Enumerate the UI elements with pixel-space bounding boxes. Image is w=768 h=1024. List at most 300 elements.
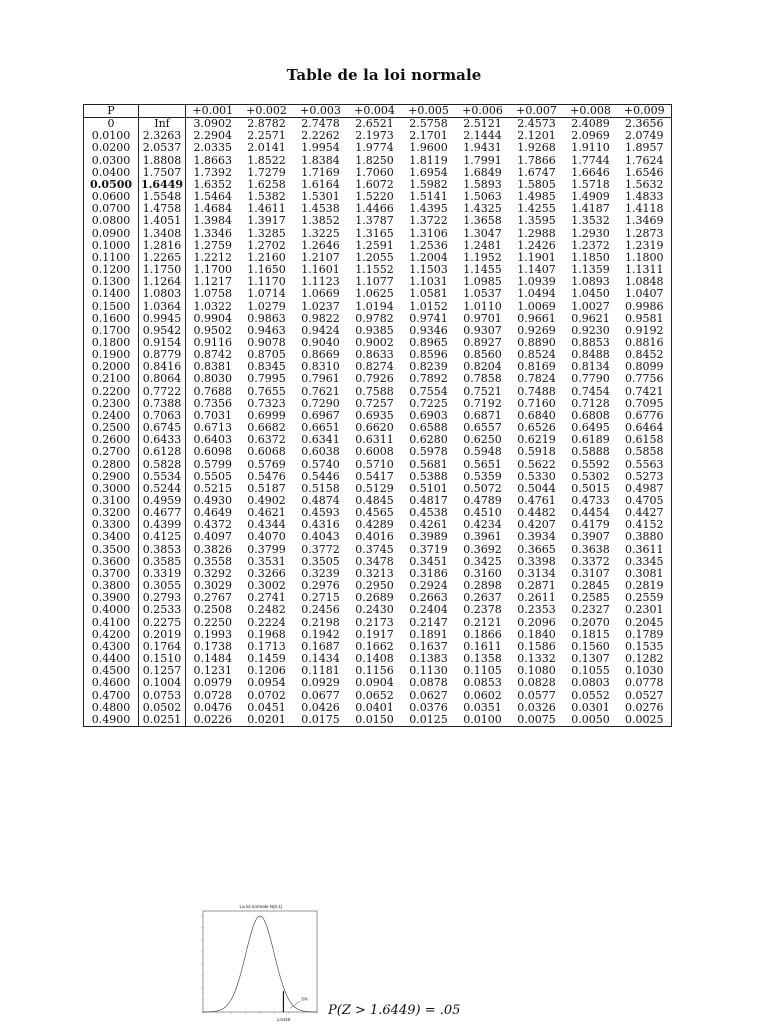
quantile-cell: 1.0848 bbox=[625, 275, 664, 289]
figure-frame bbox=[203, 911, 317, 1012]
quantile-cell: 1.4187 bbox=[571, 202, 610, 216]
quantile-cell: 0.8239 bbox=[409, 360, 448, 374]
quantile-cell: 0.3611 bbox=[625, 542, 664, 556]
quantile-cell: 0.9822 bbox=[301, 311, 340, 325]
quantile-cell: 0.3319 bbox=[139, 568, 186, 580]
quantile-cell: 0.1307 bbox=[571, 652, 610, 666]
quantile-cell: 0.0502 bbox=[139, 702, 186, 714]
quantile-cell: 0.4372 bbox=[193, 518, 232, 532]
quantile-cell: 1.6352 bbox=[193, 177, 232, 191]
quantile-cell: 1.5382 bbox=[247, 190, 286, 204]
quantile-cell: 1.7060 bbox=[355, 165, 394, 179]
quantile-cell: 0.0326 bbox=[517, 700, 556, 714]
quantile-cell: 1.1503 bbox=[409, 263, 448, 277]
quantile-cell: 0.5592 bbox=[571, 457, 610, 471]
quantile-cell: 0.2663 bbox=[409, 591, 448, 605]
quantile-cell: 0.6008 bbox=[355, 445, 394, 459]
row-p-value: 0.1800 bbox=[84, 337, 139, 349]
quantile-cell: 1.6258 bbox=[247, 177, 286, 191]
quantile-cell: 0.4070 bbox=[247, 530, 286, 544]
quantile-cell: 0.9154 bbox=[139, 337, 186, 349]
quantile-cell: 1.6747 bbox=[517, 165, 556, 179]
quantile-cell: 0.3029 bbox=[193, 579, 232, 593]
quantile-cell: 0.7454 bbox=[571, 384, 610, 398]
quantile-cell: 1.4833 bbox=[625, 190, 664, 204]
row-p-value: 0.0300 bbox=[84, 155, 139, 167]
row-p-value: 0.3600 bbox=[84, 556, 139, 568]
quantile-cell: 0.0050 bbox=[571, 712, 610, 726]
normal-density-figure bbox=[195, 900, 327, 1022]
quantile-cell: 0.4565 bbox=[355, 506, 394, 520]
quantile-cell: 0.4845 bbox=[355, 494, 394, 507]
quantile-cell: 0.5044 bbox=[517, 481, 556, 495]
quantile-cell: 0.8452 bbox=[625, 348, 664, 362]
quantile-cell: 1.4325 bbox=[463, 202, 502, 216]
quantile-cell: 1.9954 bbox=[301, 141, 340, 155]
quantile-cell: 0.6219 bbox=[517, 433, 556, 447]
quantile-cell: 0.1257 bbox=[139, 665, 186, 677]
quantile-cell: 0.6999 bbox=[247, 408, 286, 422]
quantile-cell: 1.0450 bbox=[571, 287, 610, 301]
quantile-cell: 1.5141 bbox=[409, 190, 448, 204]
quantile-cell: 0.7128 bbox=[571, 396, 610, 410]
quantile-cell: 0.8779 bbox=[139, 349, 186, 361]
quantile-cell: 0.2689 bbox=[355, 591, 394, 605]
quantile-cell: 0.9078 bbox=[247, 335, 286, 349]
quantile-cell: 0.9269 bbox=[517, 323, 556, 337]
quantile-cell: 0.2508 bbox=[193, 603, 232, 617]
quantile-cell: 1.2481 bbox=[463, 238, 502, 252]
quantile-cell: 0.9040 bbox=[301, 335, 340, 349]
quantile-cell: 0.0878 bbox=[409, 676, 448, 690]
quantile-cell: 0.2275 bbox=[139, 617, 186, 629]
quantile-cell: 0.1055 bbox=[571, 664, 610, 678]
quantile-cell: 0.9385 bbox=[355, 323, 394, 337]
header-p: P bbox=[84, 105, 139, 118]
quantile-cell: 0.6935 bbox=[355, 408, 394, 422]
quantile-cell: 1.2212 bbox=[193, 250, 232, 264]
quantile-cell: 0.5505 bbox=[193, 469, 232, 483]
quantile-cell: 1.5301 bbox=[301, 190, 340, 204]
quantile-cell: 0.3665 bbox=[517, 542, 556, 556]
row-p-value: 0.4100 bbox=[84, 617, 139, 629]
quantile-cell: 2.0335 bbox=[193, 141, 232, 155]
quantile-cell: 0.3398 bbox=[517, 554, 556, 568]
quantile-cell: 0.0778 bbox=[625, 676, 664, 690]
quantile-cell: 2.5121 bbox=[463, 117, 502, 131]
row-p-value: 0.4600 bbox=[84, 677, 139, 689]
quantile-cell: 0.1181 bbox=[301, 664, 340, 678]
quantile-cell: 1.7279 bbox=[247, 165, 286, 179]
quantile-cell: 1.6449 bbox=[139, 179, 186, 191]
quantile-cell: 0.6341 bbox=[301, 433, 340, 447]
quantile-cell: 0.8927 bbox=[463, 335, 502, 349]
quantile-cell: 0.8742 bbox=[193, 348, 232, 362]
quantile-cell: 0.8816 bbox=[625, 335, 664, 349]
quantile-cell: 0.0728 bbox=[193, 688, 232, 702]
quantile-cell: 2.2904 bbox=[193, 129, 232, 143]
quantile-cell: 0.1408 bbox=[355, 652, 394, 666]
quantile-cell: 0.8560 bbox=[463, 348, 502, 362]
quantile-cell: 1.5805 bbox=[517, 177, 556, 191]
quantile-cell: 0.1662 bbox=[355, 639, 394, 653]
quantile-cell: 0.4930 bbox=[193, 494, 232, 507]
quantile-cell: 0.3772 bbox=[301, 542, 340, 556]
quantile-cell: 1.9268 bbox=[517, 141, 556, 155]
quantile-cell: 0.5978 bbox=[409, 445, 448, 459]
quantile-cell: 0.2976 bbox=[301, 579, 340, 593]
quantile-cell: 0.0100 bbox=[463, 712, 502, 726]
quantile-cell: 2.1973 bbox=[355, 129, 394, 143]
quantile-cell: 0.3719 bbox=[409, 542, 448, 556]
quantile-cell: 1.1170 bbox=[247, 275, 286, 289]
quantile-cell: 1.1311 bbox=[625, 263, 664, 277]
quantile-cell: 0.7892 bbox=[409, 372, 448, 386]
quantile-cell: 1.5632 bbox=[625, 177, 664, 191]
row-p-value: 0.2600 bbox=[84, 434, 139, 446]
quantile-cell: 0.0401 bbox=[355, 700, 394, 714]
table-row bbox=[84, 604, 672, 616]
figure-title: La loi normale N(0,1) bbox=[239, 904, 283, 909]
quantile-cell: 0.4677 bbox=[139, 507, 186, 519]
row-p-value: 0.1400 bbox=[84, 288, 139, 300]
quantile-cell: 0.1206 bbox=[247, 664, 286, 678]
quantile-cell: 0.1917 bbox=[355, 627, 394, 641]
quantile-cell: 0.3531 bbox=[247, 554, 286, 568]
quantile-cell: 0.2301 bbox=[625, 603, 664, 617]
quantile-cell: 0.9741 bbox=[409, 311, 448, 325]
row-p-value: 0.4400 bbox=[84, 653, 139, 665]
quantile-cell: 0.7688 bbox=[193, 384, 232, 398]
quantile-cell: 0.7031 bbox=[193, 408, 232, 422]
quantile-cell: 0.9116 bbox=[193, 335, 232, 349]
quantile-cell: 0.6128 bbox=[139, 446, 186, 458]
quantile-cell: 0.1282 bbox=[625, 652, 664, 666]
quantile-cell: 0.4593 bbox=[301, 506, 340, 520]
quantile-cell: 0.6280 bbox=[409, 433, 448, 447]
quantile-cell: 1.1850 bbox=[571, 250, 610, 264]
quantile-cell: 1.7507 bbox=[139, 167, 186, 179]
table-body bbox=[84, 118, 672, 727]
quantile-cell: 0.5359 bbox=[463, 469, 502, 483]
row-p-value: 0.3000 bbox=[84, 483, 139, 495]
header-increment: +0.001 bbox=[186, 105, 240, 118]
quantile-cell: 0.9230 bbox=[571, 323, 610, 337]
row-p-value: 0.1100 bbox=[84, 252, 139, 264]
quantile-cell: 0.8310 bbox=[301, 360, 340, 374]
quantile-cell: 0.1484 bbox=[193, 652, 232, 666]
quantile-cell: 1.7866 bbox=[517, 153, 556, 167]
quantile-cell: 2.6521 bbox=[355, 117, 394, 131]
row-p-value: 0.2200 bbox=[84, 386, 139, 398]
table-row bbox=[84, 714, 672, 727]
quantile-cell: 0.1891 bbox=[409, 627, 448, 641]
quantile-cell: 0.6651 bbox=[301, 421, 340, 435]
quantile-cell: 0.2224 bbox=[247, 615, 286, 629]
quantile-cell: 1.2759 bbox=[193, 238, 232, 252]
quantile-cell: 0.5476 bbox=[247, 469, 286, 483]
quantile-cell: 0.0577 bbox=[517, 688, 556, 702]
quantile-cell: 0.0426 bbox=[301, 700, 340, 714]
header-increment: +0.007 bbox=[510, 105, 564, 118]
quantile-cell: 1.3984 bbox=[193, 214, 232, 228]
quantile-cell: 1.8250 bbox=[355, 153, 394, 167]
quantile-cell: 1.0110 bbox=[463, 299, 502, 313]
quantile-cell: 0.5187 bbox=[247, 481, 286, 495]
quantile-cell: 0.2070 bbox=[571, 615, 610, 629]
quantile-cell: 0.5101 bbox=[409, 481, 448, 495]
table-row bbox=[84, 155, 672, 167]
quantile-cell: 1.0581 bbox=[409, 287, 448, 301]
quantile-cell: 0.6745 bbox=[139, 422, 186, 434]
row-p-value: 0.1600 bbox=[84, 313, 139, 325]
quantile-cell: 1.6954 bbox=[409, 165, 448, 179]
table-row bbox=[84, 373, 672, 385]
quantile-cell: 0.2950 bbox=[355, 579, 394, 593]
quantile-cell: 0.1840 bbox=[517, 627, 556, 641]
quantile-cell: 0.0075 bbox=[517, 712, 556, 726]
quantile-cell: 2.4573 bbox=[517, 117, 556, 131]
quantile-cell: 0.6682 bbox=[247, 421, 286, 435]
quantile-cell: 0.7824 bbox=[517, 372, 556, 386]
quantile-cell: 0.2637 bbox=[463, 591, 502, 605]
quantile-cell: 0.4482 bbox=[517, 506, 556, 520]
quantile-cell: 0.2559 bbox=[625, 591, 664, 605]
quantile-cell: 0.6403 bbox=[193, 433, 232, 447]
quantile-cell: 0.3934 bbox=[517, 530, 556, 544]
quantile-cell: 0.6098 bbox=[193, 445, 232, 459]
table-row bbox=[84, 446, 672, 458]
quantile-cell: 0.7621 bbox=[301, 384, 340, 398]
quantile-cell: 0.4234 bbox=[463, 518, 502, 532]
quantile-cell: 1.2873 bbox=[625, 226, 664, 240]
quantile-cell: 0.6526 bbox=[517, 421, 556, 435]
quantile-cell: 1.4684 bbox=[193, 202, 232, 216]
quantile-cell: 1.3408 bbox=[139, 228, 186, 240]
quantile-cell: 0.7790 bbox=[571, 372, 610, 386]
quantile-cell: 1.5982 bbox=[409, 177, 448, 191]
quantile-cell: 0.0627 bbox=[409, 688, 448, 702]
row-p-value: 0.2500 bbox=[84, 422, 139, 434]
quantile-cell: 0.8134 bbox=[571, 360, 610, 374]
quantile-cell: 1.0494 bbox=[517, 287, 556, 301]
quantile-cell: 0.9986 bbox=[625, 299, 664, 313]
quantile-cell: 0.9307 bbox=[463, 323, 502, 337]
quantile-cell: 1.1359 bbox=[571, 263, 610, 277]
tail-percent-label: 5% bbox=[301, 996, 308, 1002]
quantile-cell: 1.0714 bbox=[247, 287, 286, 301]
quantile-cell: 0.5244 bbox=[139, 483, 186, 495]
quantile-cell: 1.7169 bbox=[301, 165, 340, 179]
quantile-cell: 0.1383 bbox=[409, 652, 448, 666]
quantile-cell: 0.6840 bbox=[517, 408, 556, 422]
quantile-cell: 0.0803 bbox=[571, 676, 610, 690]
quantile-cell: 2.1701 bbox=[409, 129, 448, 143]
quantile-cell: 0.3826 bbox=[193, 542, 232, 556]
quantile-cell: 1.0194 bbox=[355, 299, 394, 313]
quantile-cell: 0.5417 bbox=[355, 469, 394, 483]
quantile-cell: 0.0652 bbox=[355, 688, 394, 702]
row-p-value: 0.3300 bbox=[84, 519, 139, 531]
quantile-cell: 1.0758 bbox=[193, 287, 232, 301]
quantile-cell: 0.6588 bbox=[409, 421, 448, 435]
row-p-value: 0.4900 bbox=[84, 714, 139, 727]
quantile-cell: 0.3451 bbox=[409, 554, 448, 568]
quantile-cell: 0.0828 bbox=[517, 676, 556, 690]
quantile-cell: 0.3239 bbox=[301, 566, 340, 580]
header-base bbox=[139, 105, 186, 118]
quantile-cell: 0.8169 bbox=[517, 360, 556, 374]
quantile-cell: 0.5799 bbox=[193, 457, 232, 471]
quantile-cell: 0.4344 bbox=[247, 518, 286, 532]
quantile-cell: 0.1130 bbox=[409, 664, 448, 678]
quantile-cell: 0.1738 bbox=[193, 639, 232, 653]
quantile-cell: 0.6557 bbox=[463, 421, 502, 435]
quantile-cell: 1.5548 bbox=[139, 191, 186, 203]
row-p-value: 0.2000 bbox=[84, 361, 139, 373]
quantile-cell: 2.7478 bbox=[301, 117, 340, 131]
critical-value-label: 1.6449 bbox=[276, 1017, 291, 1022]
quantile-cell: 0.3880 bbox=[625, 530, 664, 544]
quantile-cell: 1.1700 bbox=[193, 263, 232, 277]
quantile-cell: 1.3285 bbox=[247, 226, 286, 240]
quantile-cell: 0.4874 bbox=[301, 494, 340, 507]
quantile-cell: 1.8119 bbox=[409, 153, 448, 167]
quantile-cell: 0.2353 bbox=[517, 603, 556, 617]
table-row bbox=[84, 215, 672, 227]
quantile-cell: 0.5740 bbox=[301, 457, 340, 471]
quantile-cell: 1.2930 bbox=[571, 226, 610, 240]
quantile-cell: 1.9110 bbox=[571, 141, 610, 155]
quantile-cell: 0.4817 bbox=[409, 494, 448, 507]
quantile-cell: 0.9192 bbox=[625, 323, 664, 337]
quantile-cell: 0.7192 bbox=[463, 396, 502, 410]
quantile-cell: 0.3002 bbox=[247, 579, 286, 593]
quantile-cell: 1.1552 bbox=[355, 263, 394, 277]
quantile-cell: 0.3292 bbox=[193, 566, 232, 580]
quantile-cell: 0.9782 bbox=[355, 311, 394, 325]
quantile-cell: 0.9581 bbox=[625, 311, 664, 325]
quantile-cell: 0.7388 bbox=[139, 398, 186, 410]
row-p-value: 0.3500 bbox=[84, 544, 139, 556]
quantile-cell: 0.5273 bbox=[625, 469, 664, 483]
quantile-cell: 2.2262 bbox=[301, 129, 340, 143]
header-increment: +0.002 bbox=[240, 105, 294, 118]
quantile-cell: 0.8853 bbox=[571, 335, 610, 349]
table-row bbox=[84, 301, 672, 313]
quantile-cell: 0.2173 bbox=[355, 615, 394, 629]
quantile-cell: 0.1434 bbox=[301, 652, 340, 666]
quantile-cell: 0.9621 bbox=[571, 311, 610, 325]
quantile-cell: 0.1156 bbox=[355, 664, 394, 678]
quantile-cell: 0.8669 bbox=[301, 348, 340, 362]
quantile-cell: 1.0279 bbox=[247, 299, 286, 313]
quantile-cell: 0.9542 bbox=[139, 325, 186, 337]
row-p-value: 0.3100 bbox=[84, 495, 139, 507]
quantile-cell: 0.1510 bbox=[139, 653, 186, 665]
quantile-cell: 0.4016 bbox=[355, 530, 394, 544]
quantile-cell: 0.1535 bbox=[625, 639, 664, 653]
quantile-cell: 0.9346 bbox=[409, 323, 448, 337]
quantile-cell: 0.1030 bbox=[625, 664, 664, 678]
quantile-cell: 0.5858 bbox=[625, 445, 664, 459]
quantile-cell: 0.3558 bbox=[193, 554, 232, 568]
quantile-cell: 1.0669 bbox=[301, 287, 340, 301]
quantile-cell: 0.0025 bbox=[625, 712, 664, 726]
quantile-cell: 0.1105 bbox=[463, 664, 502, 678]
quantile-cell: 0.6372 bbox=[247, 433, 286, 447]
quantile-cell: 0.0376 bbox=[409, 700, 448, 714]
row-p-value: 0.2800 bbox=[84, 459, 139, 471]
quantile-cell: 0.1789 bbox=[625, 627, 664, 641]
quantile-cell: 0.0702 bbox=[247, 688, 286, 702]
quantile-cell: 0.7063 bbox=[139, 410, 186, 422]
quantile-cell: 1.0364 bbox=[139, 301, 186, 313]
density-curve bbox=[203, 916, 317, 1012]
row-p-value: 0.1500 bbox=[84, 301, 139, 313]
quantile-cell: 0.3745 bbox=[355, 542, 394, 556]
row-p-value: 0.3900 bbox=[84, 592, 139, 604]
quantile-cell: 0.6713 bbox=[193, 421, 232, 435]
quantile-cell: 0.5158 bbox=[301, 481, 340, 495]
quantile-cell: 0.0301 bbox=[571, 700, 610, 714]
quantile-cell: 1.0069 bbox=[517, 299, 556, 313]
quantile-cell: 1.0893 bbox=[571, 275, 610, 289]
quantile-cell: 1.2646 bbox=[301, 238, 340, 252]
quantile-cell: 1.1901 bbox=[517, 250, 556, 264]
quantile-cell: 0.3692 bbox=[463, 542, 502, 556]
table-row bbox=[84, 142, 672, 154]
quantile-cell: 0.4902 bbox=[247, 494, 286, 507]
quantile-cell: 0.4510 bbox=[463, 506, 502, 520]
quantile-cell: 1.5464 bbox=[193, 190, 232, 204]
quantile-cell: 0.0451 bbox=[247, 700, 286, 714]
quantile-cell: 0.6311 bbox=[355, 433, 394, 447]
quantile-cell: 0.3055 bbox=[139, 580, 186, 592]
quantile-cell: 1.3658 bbox=[463, 214, 502, 228]
quantile-cell: 0.7225 bbox=[409, 396, 448, 410]
row-p-value: 0.2700 bbox=[84, 446, 139, 458]
quantile-cell: 0.4649 bbox=[193, 506, 232, 520]
row-p-value: 0.2100 bbox=[84, 373, 139, 385]
quantile-cell: 0.9904 bbox=[193, 311, 232, 325]
quantile-cell: 0.2404 bbox=[409, 603, 448, 617]
quantile-cell: 1.3047 bbox=[463, 226, 502, 240]
quantile-cell: 0.2767 bbox=[193, 591, 232, 605]
quantile-cell: 0.4705 bbox=[625, 494, 664, 507]
quantile-cell: 0.0853 bbox=[463, 676, 502, 690]
quantile-cell: 1.4255 bbox=[517, 202, 556, 216]
quantile-cell: 0.8705 bbox=[247, 348, 286, 362]
quantile-cell: 0.0602 bbox=[463, 688, 502, 702]
quantile-cell: 0.7722 bbox=[139, 386, 186, 398]
quantile-cell: 0.4125 bbox=[139, 531, 186, 543]
table-row bbox=[84, 702, 672, 714]
quantile-cell: 1.7392 bbox=[193, 165, 232, 179]
quantile-cell: 0.6776 bbox=[625, 408, 664, 422]
quantile-cell: 0.3989 bbox=[409, 530, 448, 544]
quantile-cell: 2.0969 bbox=[571, 129, 610, 143]
quantile-cell: 1.5063 bbox=[463, 190, 502, 204]
quantile-cell: 0.2482 bbox=[247, 603, 286, 617]
quantile-cell: 0.5129 bbox=[355, 481, 394, 495]
quantile-cell: 0.4733 bbox=[571, 494, 610, 507]
table-header-row bbox=[84, 105, 672, 118]
quantile-cell: 1.4466 bbox=[355, 202, 394, 216]
quantile-cell: 0.8488 bbox=[571, 348, 610, 362]
quantile-cell: 0.4789 bbox=[463, 494, 502, 507]
quantile-cell: 0.4207 bbox=[517, 518, 556, 532]
